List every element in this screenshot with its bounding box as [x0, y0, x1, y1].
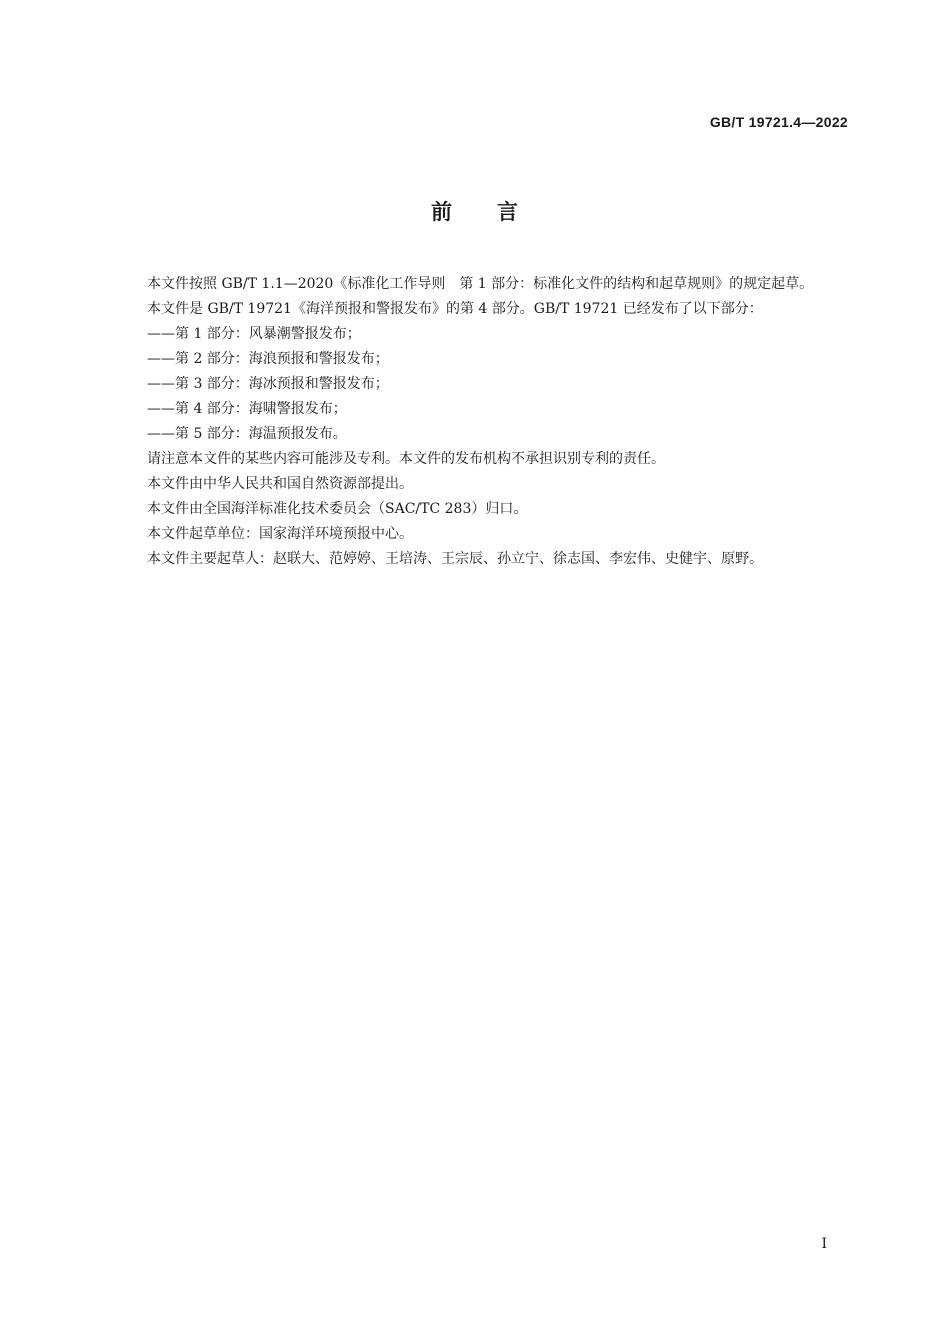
paragraph: 本文件由中华人民共和国自然资源部提出。	[147, 476, 413, 492]
paragraph: 本文件主要起草人：赵联大、范婷婷、王培涛、王宗辰、孙立宁、徐志国、李宏伟、史健宇、原野。	[147, 551, 763, 567]
list-item: ——第 2 部分：海浪预报和警报发布；	[147, 351, 389, 367]
paragraph: 本文件由全国海洋标准化技术委员会（SAC/TC 283）归口。	[147, 501, 528, 517]
page-number: I	[821, 1236, 827, 1252]
section-title: 前 言	[431, 200, 519, 224]
paragraph: 请注意本文件的某些内容可能涉及专利。本文件的发布机构不承担识别专利的责任。	[147, 451, 665, 467]
paragraph: 本文件按照 GB/T 1.1—2020《标准化工作导则 第 1 部分：标准化文件的结构和起草规则》的规定起草。	[147, 276, 814, 292]
list-item: ——第 4 部分：海啸警报发布；	[147, 401, 347, 417]
list-item: ——第 1 部分：风暴潮警报发布；	[147, 326, 361, 342]
section-body	[114, 272, 850, 572]
document-code: GB/T 19721.4—2022	[709, 114, 848, 130]
paragraph: 本文件起草单位：国家海洋环境预报中心。	[147, 526, 413, 542]
paragraph: 本文件是 GB/T 19721《海洋预报和警报发布》的第 4 部分。GB/T 19721 已经发布了以下部分：	[147, 301, 763, 317]
list-item: ——第 5 部分：海温预报发布。	[147, 426, 347, 442]
list-item: ——第 3 部分：海冰预报和警报发布；	[147, 376, 389, 392]
